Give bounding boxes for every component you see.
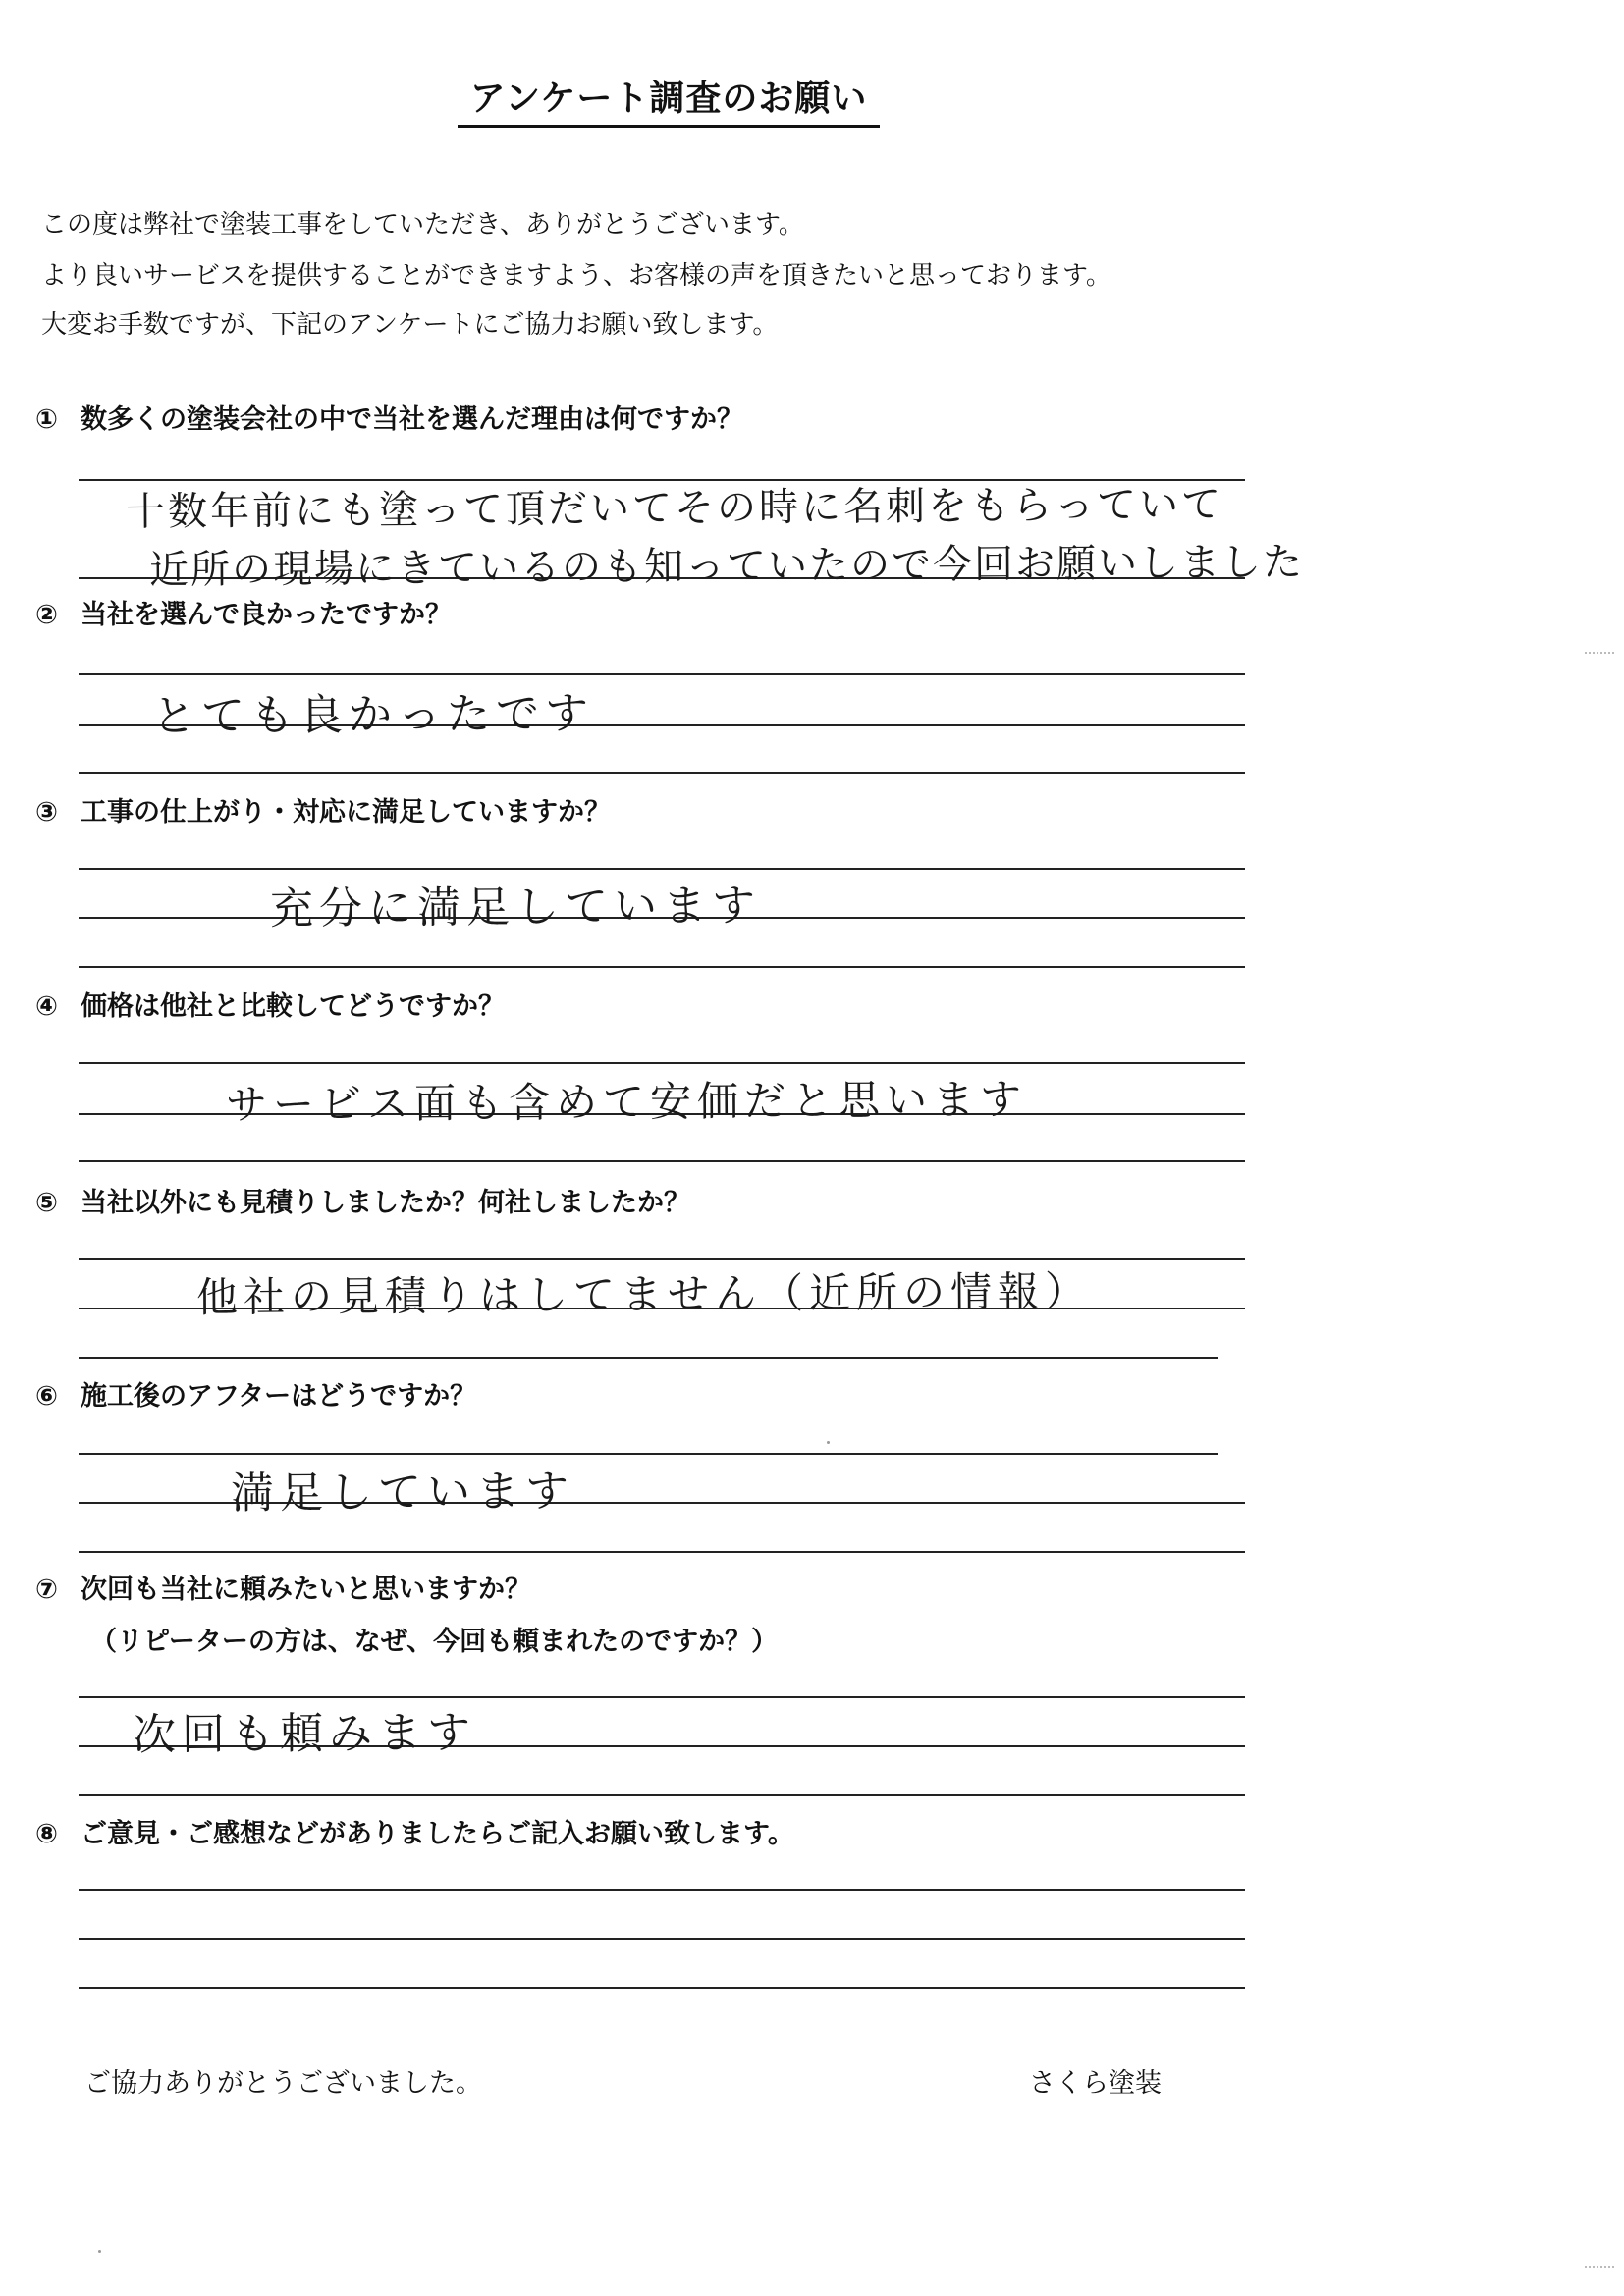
answer-2: とても良かったです (151, 688, 595, 742)
scan-speck (98, 2250, 101, 2253)
question-8 (35, 1812, 794, 1850)
question-text: 次回も当社に頼みたいと思いますか？ (81, 1575, 531, 1605)
answer-1-line-1: 十数年前にも塗って頂だいてその時に名刺をもらっていて (125, 482, 1224, 535)
intro-line-3: 大変お手数ですが、下記のアンケートにご協力お願い致します。 (41, 310, 779, 340)
scan-speck (827, 1441, 830, 1444)
question-5 (35, 1181, 690, 1219)
question-text: 工事の仕上がり・対応に満足していますか？ (81, 797, 611, 828)
question-text: 当社以外にも見積りしましたか？何社しましたか？ (81, 1188, 690, 1218)
question-3 (35, 790, 611, 828)
intro-line-1: この度は弊社で塗装工事をしていただき、ありがとうございます。 (41, 210, 804, 240)
question-number: ⑧ (35, 1819, 58, 1849)
answer-1-line-2: 近所の現場にきているのも知っていたので今回お願いしました (148, 539, 1305, 594)
question-text: 数多くの塗装会社の中で当社を選んだ理由は何ですか？ (81, 404, 743, 435)
question-number: ② (35, 600, 58, 630)
scan-dots (1585, 652, 1614, 654)
question-number: ⑥ (35, 1381, 58, 1412)
answer-5: 他社の見積りはしてません（近所の情報） (195, 1266, 1093, 1322)
answer-4: サービス面も含めて安価だと思います (225, 1075, 1028, 1129)
intro-line-2: より良いサービスを提供することができますよう、お客様の声を頂きたいと思っております。 (41, 261, 1111, 291)
answer-line (79, 1938, 1245, 1940)
question-4 (35, 985, 505, 1023)
answer-7: 次回も頼みます (132, 1707, 477, 1761)
question-text: 当社を選んで良かったですか？ (81, 600, 452, 630)
answer-line (79, 1160, 1245, 1162)
answer-line (79, 1453, 1218, 1455)
question-7-sub: （リピーターの方は、なぜ、今回も頼まれたのですか？） (90, 1627, 779, 1657)
answer-line (79, 1062, 1245, 1064)
scan-dots (1585, 2266, 1614, 2268)
answer-line (79, 1889, 1245, 1891)
answer-6: 満足しています (230, 1466, 575, 1520)
footer-company: さくら塗装 (1029, 2068, 1162, 2099)
question-number: ⑦ (35, 1575, 58, 1605)
answer-line (79, 772, 1245, 774)
answer-line (79, 1987, 1245, 1989)
question-text: 施工後のアフターはどうですか？ (81, 1381, 477, 1412)
answer-line (79, 868, 1245, 870)
page-title: アンケート調査のお願い (458, 71, 880, 128)
question-number: ④ (35, 991, 58, 1022)
answer-line (79, 673, 1245, 675)
question-number: ③ (35, 797, 58, 828)
question-text: 価格は他社と比較してどうですか？ (81, 991, 505, 1022)
answer-line (79, 1794, 1245, 1796)
question-number: ① (35, 404, 58, 435)
question-6 (35, 1374, 476, 1413)
question-number: ⑤ (35, 1188, 58, 1218)
answer-line (79, 1357, 1218, 1359)
answer-line (79, 1551, 1245, 1553)
question-text: ご意見・ご感想などがありましたらご記入お願い致します。 (81, 1819, 794, 1849)
question-1 (35, 398, 743, 436)
answer-line (79, 966, 1245, 968)
answer-3: 充分に満足しています (269, 881, 762, 934)
question-2 (35, 593, 452, 631)
question-7 (35, 1568, 531, 1606)
footer-thanks: ご協力ありがとうございました。 (84, 2068, 482, 2099)
